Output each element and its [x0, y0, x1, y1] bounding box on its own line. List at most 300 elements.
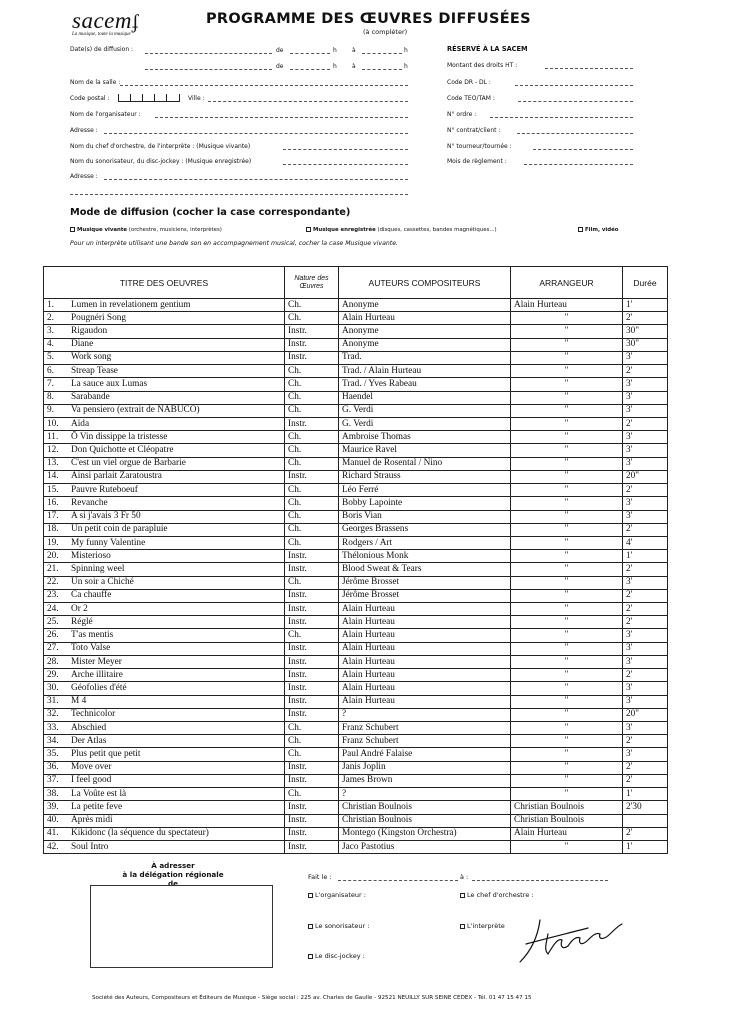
cell-nature: Instr. [285, 669, 339, 682]
sacem-field-label-5: N° tourneur/tournée : [447, 143, 512, 150]
cell-nature: Instr. [285, 642, 339, 655]
cell-arrangeur: " [511, 629, 623, 642]
fait-a-label: à : [460, 873, 469, 881]
cell-title-text: Réglé [71, 616, 93, 627]
table-row [44, 431, 668, 444]
cell-duree: 2' [623, 563, 668, 576]
code-dr-field[interactable] [515, 85, 633, 86]
cell-arrangeur: " [511, 457, 623, 470]
sign-chef[interactable] [460, 891, 533, 899]
cell-duree: 2' [623, 603, 668, 616]
cell-auteur: ? [339, 708, 511, 721]
cell-duree [623, 814, 668, 827]
cell-duree: 2' [623, 774, 668, 787]
cell-arrangeur: " [511, 682, 623, 695]
cell-arrangeur: " [511, 417, 623, 430]
cell-title-text: Géofolies d'été [71, 682, 127, 693]
cell-arrangeur: " [511, 497, 623, 510]
sign-sonorisateur[interactable] [308, 922, 369, 930]
cell-number: 26. [47, 630, 59, 641]
cell-auteur: Alain Hurteau [339, 616, 511, 629]
cell-titre [44, 299, 285, 312]
cell-titre [44, 563, 285, 576]
cell-title-text: Mister Meyer [71, 656, 122, 667]
cell-title-text: My funny Valentine [71, 537, 146, 548]
chef-field[interactable] [283, 149, 408, 150]
cell-titre [44, 431, 285, 444]
cell-duree: 2' [623, 589, 668, 602]
organisateur-label: Nom de l'organisateur : [70, 111, 141, 118]
table-row [44, 299, 668, 312]
mode-option-recorded[interactable] [306, 227, 497, 233]
table-row [44, 417, 668, 430]
cell-number: 4. [47, 339, 54, 350]
cell-duree: 3' [623, 351, 668, 364]
cell-title-text: Après midi [71, 815, 113, 826]
cell-titre [44, 801, 285, 814]
cell-title-text: Technicolor [71, 709, 116, 720]
adresse-field[interactable] [104, 133, 408, 134]
cell-nature: Instr. [285, 616, 339, 629]
cell-duree: 3' [623, 457, 668, 470]
cell-number: 5. [47, 352, 54, 363]
cell-duree: 4' [623, 536, 668, 549]
cell-titre [44, 484, 285, 497]
cell-titre [44, 840, 285, 853]
de-label-1: de [276, 47, 284, 54]
cell-title-text: Un soir a Chiché [71, 577, 134, 588]
cell-auteur: Boris Vian [339, 510, 511, 523]
cell-title-text: Pougnéri Song [71, 312, 127, 323]
cell-duree: 2' [623, 616, 668, 629]
cell-title-text: Der Atlas [71, 735, 107, 746]
cell-duree: 1' [623, 788, 668, 801]
tourneur-field[interactable] [533, 149, 633, 150]
cell-nature: Instr. [285, 695, 339, 708]
cell-arrangeur: " [511, 761, 623, 774]
table-row [44, 563, 668, 576]
cell-auteur: Alain Hurteau [339, 682, 511, 695]
montant-field[interactable] [545, 68, 633, 69]
adresser-label: À adresser [151, 861, 195, 870]
h-label-3: h [333, 63, 337, 70]
header-arrangeur: ARRANGEUR [511, 267, 623, 299]
cell-number: 9. [47, 405, 54, 416]
cell-duree: 3' [623, 391, 668, 404]
table-row [44, 629, 668, 642]
a-label-1: à [352, 47, 356, 54]
cell-duree: 2' [623, 735, 668, 748]
cell-number: 27. [47, 643, 59, 654]
code-postal-label: Code postal : [70, 95, 110, 102]
cell-nature: Ch. [285, 312, 339, 325]
cell-nature: Ch. [285, 497, 339, 510]
cell-nature: Instr. [285, 603, 339, 616]
cell-duree: 2' [623, 312, 668, 325]
cell-number: 11. [47, 431, 59, 442]
cell-duree: 2'30 [623, 801, 668, 814]
table-row [44, 748, 668, 761]
dates-label: Date(s) de diffusion : [70, 46, 134, 53]
cell-titre [44, 550, 285, 563]
reglement-field[interactable] [524, 164, 633, 165]
cell-arrangeur: " [511, 523, 623, 536]
works-table-body [44, 299, 668, 854]
sign-organisateur[interactable] [308, 891, 366, 899]
cell-auteur: Thélonious Monk [339, 550, 511, 563]
cell-titre [44, 748, 285, 761]
sign-interprete[interactable] [460, 922, 505, 930]
sacem-reserved-title: RÉSERVÉ À LA SACEM [447, 45, 528, 53]
cell-titre [44, 351, 285, 364]
cell-auteur: Alain Hurteau [339, 695, 511, 708]
checkbox-interprete[interactable] [460, 924, 465, 929]
cell-auteur: Alain Hurteau [339, 669, 511, 682]
table-row [44, 761, 668, 774]
cell-title-text: C'est un viel orgue de Barbarie [71, 458, 186, 469]
page-subtitle: (à compléter) [363, 28, 408, 36]
table-row [44, 325, 668, 338]
cell-arrangeur: " [511, 748, 623, 761]
organisateur-field[interactable] [155, 117, 408, 118]
fait-le-label: Fait le : [308, 873, 332, 881]
cell-titre [44, 669, 285, 682]
cell-auteur: Anonyme [339, 338, 511, 351]
sacem-field-label-6: Mois de règlement : [447, 158, 507, 165]
cell-duree: 1' [623, 840, 668, 853]
cell-number: 14. [47, 471, 59, 482]
cell-duree: 3' [623, 576, 668, 589]
cell-duree: 30" [623, 325, 668, 338]
cell-title-text: Va pensiero (extrait de NABUCO) [71, 405, 200, 416]
table-row [44, 642, 668, 655]
checkbox-sonorisateur[interactable] [308, 924, 313, 929]
table-row [44, 840, 668, 853]
cell-duree: 30" [623, 338, 668, 351]
cell-titre [44, 827, 285, 840]
delegation-label: à la délégation régionale de [122, 870, 224, 888]
de-label-2: de [276, 63, 284, 70]
sonorisateur-field[interactable] [283, 164, 408, 165]
date-field-2[interactable] [145, 69, 272, 70]
fait-a-field[interactable] [472, 880, 608, 881]
de-field-2[interactable] [290, 69, 330, 70]
cell-auteur: Janis Joplin [339, 761, 511, 774]
cell-arrangeur: " [511, 655, 623, 668]
cell-arrangeur: " [511, 550, 623, 563]
cell-arrangeur: " [511, 603, 623, 616]
cell-title-text: Un petit coin de parapluie [71, 524, 168, 535]
cell-number: 1. [47, 299, 54, 310]
cell-duree: 2' [623, 484, 668, 497]
mode-option-recorded-rest: (disques, cassettes, bandes magnétiques...) [375, 227, 497, 233]
cell-number: 38. [47, 788, 59, 799]
cell-auteur: Haendel [339, 391, 511, 404]
cell-arrangeur: " [511, 404, 623, 417]
cell-nature: Ch. [285, 484, 339, 497]
cell-nature: Instr. [285, 840, 339, 853]
cell-auteur: Alain Hurteau [339, 642, 511, 655]
cell-duree: 3' [623, 722, 668, 735]
cell-arrangeur: " [511, 338, 623, 351]
cell-auteur: Paul André Falaise [339, 748, 511, 761]
cell-duree: 1' [623, 550, 668, 563]
cell-titre [44, 655, 285, 668]
cell-titre [44, 722, 285, 735]
cell-nature: Ch. [285, 365, 339, 378]
cell-nature: Instr. [285, 708, 339, 721]
checkbox-dj[interactable] [308, 954, 313, 959]
h-label-1: h [333, 47, 337, 54]
ville-field[interactable] [208, 101, 408, 102]
sign-chef-label: Le chef d'orchestre : [467, 891, 534, 899]
cell-nature: Instr. [285, 338, 339, 351]
checkbox-film[interactable] [578, 227, 583, 232]
cell-arrangeur: " [511, 695, 623, 708]
cell-auteur: Léo Ferré [339, 484, 511, 497]
cell-title-text: Arche illitaire [71, 669, 123, 680]
cell-number: 22. [47, 577, 59, 588]
table-row [44, 510, 668, 523]
cell-nature: Instr. [285, 550, 339, 563]
cell-titre [44, 682, 285, 695]
cell-titre [44, 378, 285, 391]
table-row [44, 616, 668, 629]
mode-note: Pour un interprète utilisant une bande son en accompagnement musical, cocher la case Musique vivante. [70, 240, 398, 247]
cell-titre [44, 523, 285, 536]
footer-address: Société des Auteurs, Compositeurs et Éditeurs de Musique - Siège social : 225 av. Charles de Gaulle - 92521 NEUILLY SUR SEINE CEDEX - Tél. 01 47 15 47 15 [92, 995, 532, 1001]
de-field-1[interactable] [290, 53, 330, 54]
table-row [44, 788, 668, 801]
cell-auteur: Blood Sweat & Tears [339, 563, 511, 576]
cell-number: 42. [47, 841, 59, 852]
mode-option-film-strong: Film, vidéo [585, 227, 619, 233]
cell-duree: 2' [623, 669, 668, 682]
works-table [43, 266, 668, 854]
cell-nature: Ch. [285, 457, 339, 470]
cell-titre [44, 457, 285, 470]
cell-arrangeur: " [511, 616, 623, 629]
cell-title-text: Revanche [71, 497, 108, 508]
cell-auteur: Jaco Pastotius [339, 840, 511, 853]
cell-number: 32. [47, 709, 59, 720]
cell-number: 18. [47, 524, 59, 535]
mode-title: Mode de diffusion (cocher la case correspondante) [70, 207, 351, 218]
code-postal-boxes[interactable] [118, 94, 180, 102]
cell-arrangeur: " [511, 365, 623, 378]
cell-number: 29. [47, 669, 59, 680]
cell-auteur: G. Verdi [339, 417, 511, 430]
salle-label: Nom de la salle : [70, 79, 121, 86]
cell-arrangeur: Alain Hurteau [511, 827, 623, 840]
address-block-title [118, 861, 228, 888]
sign-dj-label: Le disc-jockey : [315, 952, 365, 960]
sign-organisateur-label: L'organisateur : [315, 891, 366, 899]
cell-number: 19. [47, 537, 59, 548]
cell-arrangeur: Christian Boulnois [511, 814, 623, 827]
table-row [44, 589, 668, 602]
table-header-row [44, 267, 668, 299]
sacem-field-label-2: Code TEO/TAM : [447, 95, 495, 102]
cell-auteur: Bobby Lapointe [339, 497, 511, 510]
a-field-2[interactable] [362, 69, 402, 70]
cell-titre [44, 761, 285, 774]
cell-auteur: Franz Schubert [339, 722, 511, 735]
cell-nature: Ch. [285, 722, 339, 735]
cell-auteur: Richard Strauss [339, 470, 511, 483]
mode-option-film[interactable] [578, 227, 619, 233]
cell-number: 41. [47, 828, 59, 839]
cell-title-text: Work song [71, 352, 112, 363]
cell-number: 36. [47, 762, 59, 773]
cell-title-text: T'as mentis [71, 630, 114, 641]
cell-nature: Instr. [285, 417, 339, 430]
cell-duree: 3' [623, 642, 668, 655]
mode-option-live[interactable] [70, 227, 222, 233]
checkbox-organisateur[interactable] [308, 893, 313, 898]
cell-arrangeur: " [511, 642, 623, 655]
cell-nature: Instr. [285, 325, 339, 338]
cell-nature: Ch. [285, 404, 339, 417]
cell-arrangeur: " [511, 510, 623, 523]
contrat-field[interactable] [517, 133, 633, 134]
cell-title-text: La petite feve [71, 801, 123, 812]
cell-title-text: Spinning weel [71, 563, 125, 574]
cell-nature: Ch. [285, 444, 339, 457]
cell-titre [44, 629, 285, 642]
header-auteurs: AUTEURS COMPOSITEURS [339, 267, 511, 299]
cell-titre [44, 708, 285, 721]
cell-duree: 1' [623, 299, 668, 312]
table-row [44, 550, 668, 563]
cell-number: 24. [47, 603, 59, 614]
cell-title-text: Aïda [71, 418, 90, 429]
cell-arrangeur: " [511, 312, 623, 325]
cell-arrangeur: " [511, 722, 623, 735]
cell-number: 31. [47, 696, 59, 707]
cell-titre [44, 589, 285, 602]
a-field-1[interactable] [362, 53, 402, 54]
table-row [44, 523, 668, 536]
table-row [44, 722, 668, 735]
cell-arrangeur: " [511, 484, 623, 497]
cell-arrangeur: " [511, 325, 623, 338]
cell-auteur: Alain Hurteau [339, 312, 511, 325]
fait-le-field[interactable] [338, 880, 458, 881]
cell-auteur: Montego (Kingston Orchestra) [339, 827, 511, 840]
cell-auteur: Trad. / Alain Hurteau [339, 365, 511, 378]
cell-nature: Ch. [285, 576, 339, 589]
cell-nature: Ch. [285, 510, 339, 523]
header-nature: Nature des Œuvres [285, 267, 339, 299]
cell-arrangeur: " [511, 788, 623, 801]
cell-title-text: M 4 [71, 696, 87, 707]
cell-number: 34. [47, 735, 59, 746]
cell-arrangeur: " [511, 708, 623, 721]
sacem-field-label-3: N° ordre : [447, 111, 477, 118]
cell-duree: 3' [623, 655, 668, 668]
cell-number: 13. [47, 458, 59, 469]
sign-sonorisateur-label: Le sonorisateur : [315, 922, 370, 930]
h-label-2: h [404, 47, 408, 54]
cell-number: 8. [47, 392, 54, 403]
table-row [44, 497, 668, 510]
cell-title-text: A si j'avais 3 Fr 50 [71, 511, 141, 522]
adresse2-field-line2[interactable] [70, 194, 408, 195]
sonorisateur-label: Nom du sonorisateur, du disc-jockey : (Musique enregistrée) [70, 158, 252, 165]
cell-titre [44, 365, 285, 378]
mode-option-live-strong: Musique vivante [77, 227, 128, 233]
cell-titre [44, 576, 285, 589]
cell-auteur: Christian Boulnois [339, 814, 511, 827]
table-row [44, 827, 668, 840]
cell-duree: 3' [623, 510, 668, 523]
cell-title-text: Lumen in revelationem gentium [71, 299, 191, 310]
sign-interprete-label: L'interprète [467, 922, 505, 930]
cell-number: 10. [47, 418, 59, 429]
checkbox-recorded[interactable] [306, 227, 311, 232]
mode-option-live-rest: (orchestre, musiciens, interprètes) [127, 227, 222, 233]
cell-arrangeur: " [511, 431, 623, 444]
header-duree: Durée [623, 267, 668, 299]
adresse2-label: Adresse : [70, 173, 98, 180]
cell-auteur: ? [339, 788, 511, 801]
delegation-address-box[interactable] [90, 885, 273, 968]
ordre-field[interactable] [490, 117, 633, 118]
cell-duree: 3' [623, 695, 668, 708]
checkbox-live[interactable] [70, 227, 75, 232]
cell-auteur: Anonyme [339, 325, 511, 338]
salle-field[interactable] [120, 85, 408, 86]
cell-auteur: Georges Brassens [339, 523, 511, 536]
a-label-2: à [352, 63, 356, 70]
cell-title-text: I feel good [71, 775, 112, 786]
cell-titre [44, 536, 285, 549]
code-teo-field[interactable] [518, 101, 633, 102]
cell-title-text: Rigaudon [71, 326, 108, 337]
cell-title-text: Ô Vin dissippe la tristesse [71, 431, 168, 442]
cell-number: 16. [47, 497, 59, 508]
date-field-1[interactable] [145, 53, 272, 54]
cell-duree: 20" [623, 708, 668, 721]
cell-nature: Ch. [285, 788, 339, 801]
mode-option-recorded-strong: Musique enregistrée [313, 227, 376, 233]
cell-title-text: Ca chauffe [71, 590, 112, 601]
cell-auteur: Rodgers / Art [339, 536, 511, 549]
cell-title-text: Streap Tease [71, 365, 118, 376]
cell-arrangeur: " [511, 536, 623, 549]
cell-nature: Ch. [285, 629, 339, 642]
cell-auteur: Trad. [339, 351, 511, 364]
sacem-field-label-4: N° contrat/client : [447, 127, 501, 134]
cell-nature: Instr. [285, 655, 339, 668]
sign-dj[interactable] [308, 952, 365, 960]
cell-arrangeur: " [511, 444, 623, 457]
cell-titre [44, 616, 285, 629]
table-row [44, 457, 668, 470]
cell-nature: Instr. [285, 774, 339, 787]
cell-title-text: Diane [71, 339, 94, 350]
cell-number: 23. [47, 590, 59, 601]
table-row [44, 669, 668, 682]
adresse2-field[interactable] [104, 179, 408, 180]
sacem-logo: sacemʄ [72, 8, 140, 33]
cell-auteur: G. Verdi [339, 404, 511, 417]
checkbox-chef[interactable] [460, 893, 465, 898]
cell-nature: Instr. [285, 682, 339, 695]
cell-number: 37. [47, 775, 59, 786]
table-row [44, 338, 668, 351]
